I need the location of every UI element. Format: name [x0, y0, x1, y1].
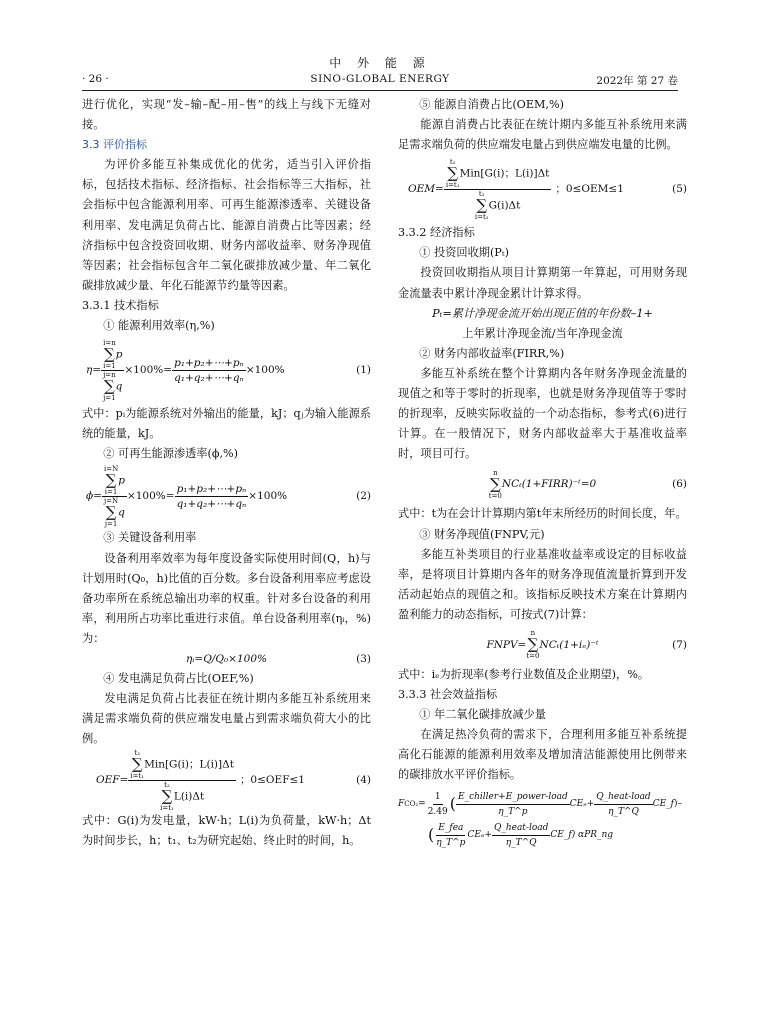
equation-1: [82, 336, 371, 404]
eq5-lim-top-2: t₂: [478, 189, 485, 198]
eq2-sum-bot2: j=1: [104, 519, 118, 528]
eq8-term4: [492, 821, 550, 850]
eq4-lhs: OEF=: [96, 774, 129, 787]
eq6-sum-bot: t=0: [488, 491, 502, 500]
eq7-sum-bot: t=0: [526, 652, 540, 661]
item-energy-efficiency: ① 能源利用效率(η,%): [103, 319, 215, 333]
eq4-number: (4): [356, 774, 371, 787]
eq1-rhs-num: p₁+p₂+⋯+pₙ: [174, 356, 244, 369]
payback-formula-line2: 上年累计净现金流/当年净现金流: [462, 326, 623, 340]
eq8-equals: =: [418, 799, 426, 810]
eq1-sum-bot: i=1: [103, 361, 116, 370]
where-1: 式中：pᵢ为能源系统对外输出的能量，kJ；qⱼ为输入能源系统的能量，kJ。: [82, 407, 371, 441]
item-payback: ① 投资回收期(Pₜ): [419, 246, 509, 260]
eq8-t3-den: η_T^p: [436, 837, 466, 848]
eq5-fraction: t₂ ∑ i=t₁ Min[G(i)；L(i)]Δt t₂ ∑ i=t₁ G(i)Δt: [445, 157, 550, 221]
item-firr: ② 财务内部收益率(FIRR,%): [419, 346, 565, 360]
eq8-coef-num: 1: [433, 790, 443, 805]
eq8-t2-num: Q_heat-load: [594, 790, 652, 805]
equation-7: FNPV= n ∑ t=0 NCₜ(1+iₑ)⁻ᵗ (7): [486, 629, 687, 661]
eq8-term1: [456, 790, 570, 819]
equation-2: [82, 464, 371, 528]
eq8-coef-den: 2.49: [427, 806, 448, 817]
eq6-body: NCₜ(1+FIRR)⁻ᵗ=0: [501, 478, 597, 491]
intro-paragraph: 进行优化，实现“发–输–配–用–售”的线上与线下无缝对接。: [82, 98, 371, 132]
eq2-rhs-den: q₁+q₂+⋯+qₙ: [176, 497, 247, 510]
eq2-q: q: [118, 506, 125, 519]
running-header: [82, 73, 678, 89]
item-fnpv: ③ 财务净现值(FNPV,元): [419, 527, 545, 541]
eq2-number: (2): [356, 490, 371, 503]
right-column: [398, 95, 687, 850]
journal-title: 中 外 能 源: [329, 56, 431, 70]
eq8-t4-num: Q_heat-load: [492, 821, 550, 836]
where-4: 式中：G(i)为发电量，kW·h；L(i)为负荷量，kW·h；Δt为时间步长，h；t₁、t₂为研究起始、终止时的时间，h。: [82, 814, 371, 848]
eq4-lim-bot-2: i=t₁: [160, 803, 174, 812]
item9-text: 在满足热冷负荷的需求下，合理利用多能互补系统提高化石能源的能源利用效率及增加清洁能源使用比例带来的碳排放水平评价指标。: [398, 728, 687, 782]
item4-text: 发电满足负荷占比表征在统计期内多能互补系统用来满足需求端负荷的供应端发电量占到需求端负荷大小的比例。: [82, 692, 371, 746]
item-oem: ⑤ 能源自消费占比(OEM,%): [419, 98, 565, 111]
eq1-number: (1): [356, 364, 371, 377]
eq4-lim-top-2: t₂: [164, 780, 170, 789]
eq5-numerator: Min[G(i)；L(i)]Δt: [459, 167, 550, 180]
eq1-rhs-fraction: [172, 356, 246, 385]
eq1-lhs: η=: [86, 364, 102, 377]
eq4-fraction: t₂ ∑ i=t₁ Min[G(i)；L(i)]Δt t₂ ∑ i=t₁ L(i)Δt: [130, 748, 234, 812]
eq1-q: q: [115, 380, 123, 393]
eq1-sum-top: i=n: [103, 338, 116, 347]
eq2-tail: ×100%: [248, 490, 288, 503]
eq1-sum-top2: j=n: [103, 370, 116, 379]
eq5-denominator: G(i)Δt: [488, 199, 521, 212]
where-7: 式中：iₑ为折现率(参考行业数值及企业期望)，%。: [398, 667, 650, 681]
header-rule: [82, 90, 678, 91]
eq2-rhs-num: p₁+p₂+⋯+pₙ: [176, 482, 247, 495]
journal-name-en: SINO-GLOBAL ENERGY: [310, 73, 450, 85]
eq4-numerator: Min[G(i)；L(i)]Δt: [144, 758, 234, 771]
equation-8: [398, 790, 687, 850]
eq8-coef: [426, 790, 450, 819]
eq1-sum-fraction: i=n ∑ i=1 p j=n ∑ j=1 q: [103, 338, 123, 402]
eq6-sum-top: n: [493, 468, 498, 477]
section-3-3-2-title: 3.3.2 经济指标: [398, 226, 475, 240]
eq8-lhs: F: [398, 799, 405, 810]
eq1-rhs-den: q₁+q₂+⋯+qₙ: [174, 371, 244, 384]
eq5-lim-bot-2: i=t₁: [474, 212, 489, 221]
eq6-number: (6): [672, 478, 687, 491]
item7-text: 多能互补系统在整个计算期内各年财务净现金流量的现值之和等于零时的折现率，也就是财务净现值等于零时的折现率，反映实际收益的一个动态指标，参考式(6)进行计算。在一般情况下，财务内部收益率大于基准收益率时，项目可行。: [398, 366, 687, 461]
equation-3: [82, 649, 371, 669]
item3-text: 设备利用率效率为每年度设备实际使用时间(Q，h)与计划用时(Q₀，h)比值的百分数。多台设备利用率应考虑设备功率所在系统总输出功率的权重。针对多台设备的利用率，利用所占功率比重进行求值。单台设备利用率(ηᵢ，%)为：: [82, 551, 371, 645]
eq8-t3-num: E_fea: [436, 821, 465, 836]
eq2-rhs-fraction: [175, 482, 249, 511]
payback-formula-line1: Pₜ=累计净现金流开始出现正值的年份数–1+: [432, 306, 653, 320]
eq4-lim-bot: i=t₁: [130, 771, 145, 780]
eq3-number: (3): [356, 652, 371, 665]
section-3-3-3-title: 3.3.3 社会效益指标: [398, 688, 498, 702]
item8-text: 多能互补类项目的行业基准收益率或设定的目标收益率，是将项目计算期内各年的财务净现值流量折算到开发活动起始点的现值之和。该指标反映技术方案在计算期内盈利能力的动态指标，可按式(7)计算：: [398, 547, 687, 621]
eq8-t4-den: η_T^Q: [505, 837, 537, 848]
eq1-times100: ×100%=: [124, 364, 173, 377]
equation-6: n ∑ t=0 NCₜ(1+FIRR)⁻ᵗ=0 (6): [488, 468, 687, 500]
item-renewable-penetration: ② 可再生能源渗透率(ϕ,%): [103, 447, 239, 461]
where-6: 式中：t为在会计计算期内第t年末所经历的时间长度，年。: [398, 507, 687, 521]
eq8-open-paren: (: [449, 794, 456, 814]
eq7-lhs: FNPV=: [486, 638, 527, 651]
section-3-3-title: 3.3 评价指标: [82, 138, 147, 152]
eq1-sum-bot2: j=1: [103, 393, 116, 402]
item6-text: 投资回收期指从项目计算期第一年算起，可用财务现金流量表中累计净现金累计计算求得。: [398, 266, 687, 300]
section-3-3-1-title: 3.3.1 技术指标: [82, 298, 159, 312]
eq8-term3: [434, 821, 467, 850]
eq8-t2-den: η_T^Q: [608, 806, 639, 817]
eq4-denominator: L(i)Δt: [173, 790, 205, 803]
eq5-lim-bot: i=t₁: [445, 180, 460, 189]
item-co2-reduction: ① 年二氧化碳排放减少量: [419, 708, 546, 722]
eq5-number: (5): [672, 183, 687, 196]
equation-5: [398, 155, 687, 223]
eq7-number: (7): [672, 638, 687, 651]
item5-text: 能源自消费占比表征在统计期内多能互补系统用来满足需求端负荷的供应端发电量占到供应端发电量的比例。: [398, 118, 687, 152]
eq2-times100: ×100%=: [126, 490, 175, 503]
item-oef: ④ 发电满足负荷占比(OEF,%): [103, 671, 254, 685]
eq5-condition: ；0≤OEM≤1: [555, 183, 624, 196]
eq8-lhs-sub: CO₂: [404, 800, 419, 809]
eq1-p: p: [115, 348, 123, 361]
eq2-p: p: [118, 474, 125, 487]
eq8-open-paren-2: (: [428, 825, 435, 845]
eq2-sum-top: i=N: [103, 464, 119, 473]
section-3-3-text: 为评价多能互补集成优化的优劣，适当引入评价指标，包括技术指标、经济指标、社会指标等三大指标，社会指标中包含能源利用率、可再生能源渗透率、关键设备利用率、发电满足负荷占比、能源自消费占比等因素；经济指标中包含投资回收期、财务内部收益率、财务净现值等因素；社会指标包含年二氧化碳排放减少量、年二氧化碳排放减少量、年化石能源节约量等因素。: [82, 158, 371, 292]
eq2-lhs: ϕ=: [86, 490, 102, 503]
eq1-tail: ×100%: [245, 364, 285, 377]
eq8-tail: ) αPR_ng: [571, 830, 614, 841]
eq8-t1-num: E_chiller+E_power-load: [456, 790, 570, 805]
eq8-ce-f-2: CE_f: [550, 830, 572, 841]
eq2-sum-top2: j=N: [104, 496, 119, 505]
eq3-body: ηᵢ=Q/Q₀×100%: [186, 652, 267, 665]
eq8-ce-e-2: CEₑ+: [467, 830, 492, 841]
left-column: [82, 95, 371, 852]
eq7-sum-top: n: [530, 629, 536, 638]
eq5-lhs: OEM=: [408, 183, 444, 196]
eq8-minus: )–: [674, 799, 683, 810]
eq2-sum-fraction: i=N ∑ i=1 p j=N ∑ j=1 q: [103, 464, 125, 528]
eq8-term2: [594, 790, 652, 819]
equation-4: [82, 749, 371, 811]
eq8-t1-den: η_T^p: [498, 806, 528, 817]
eq4-lim-top: t₂: [134, 748, 141, 757]
eq8-ce-f: CE_f: [652, 799, 674, 810]
eq5-lim-top: t₂: [449, 157, 456, 166]
item-equipment-utilization: ③ 关键设备利用率: [103, 531, 197, 545]
year-volume: 2022年 第 27 卷: [596, 75, 678, 87]
eq2-sum-bot: i=1: [104, 487, 118, 496]
eq8-ce-e: CEₑ+: [569, 799, 595, 810]
page-number: · 26 ·: [82, 73, 109, 85]
eq7-body: NCₜ(1+iₑ)⁻ᵗ: [539, 638, 599, 651]
eq4-condition: ；0≤OEF≤1: [239, 774, 305, 787]
